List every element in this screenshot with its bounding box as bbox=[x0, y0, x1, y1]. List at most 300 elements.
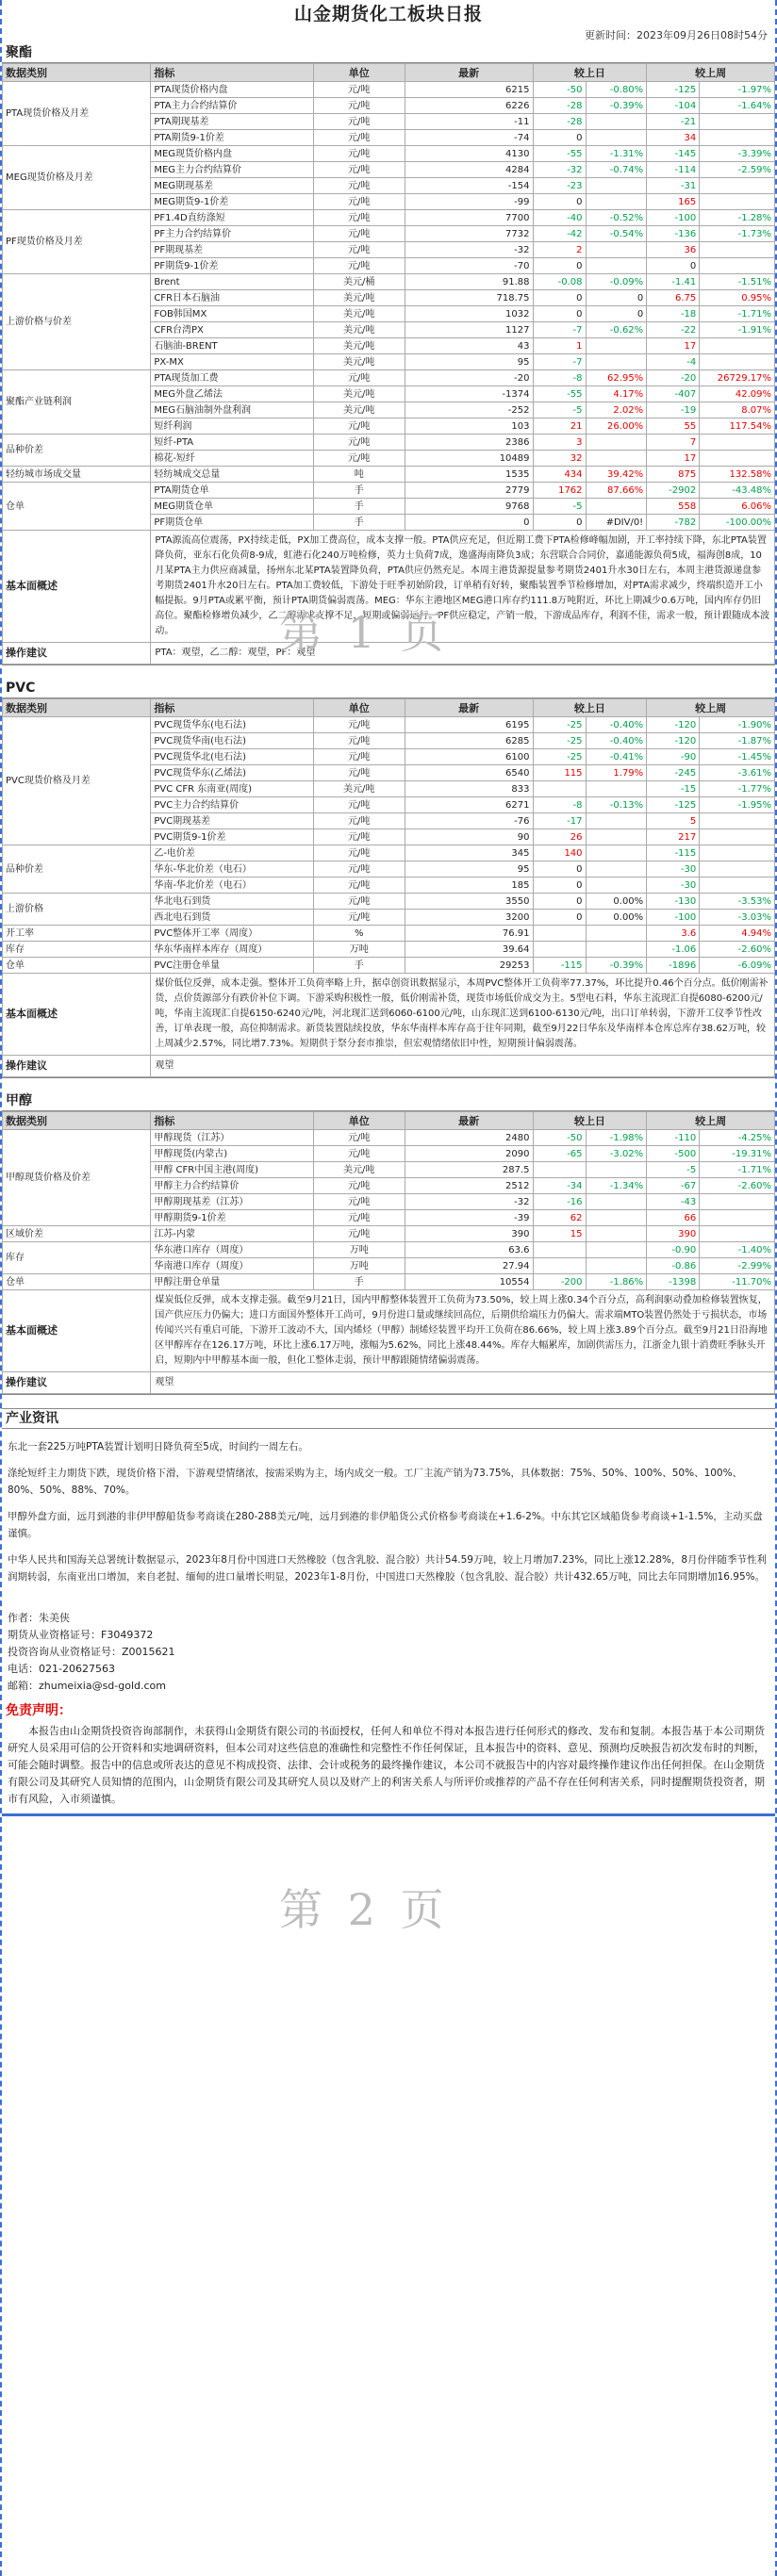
week-change-cell: -120 bbox=[647, 733, 700, 749]
category-cell: 仓单 bbox=[3, 958, 151, 974]
table-row bbox=[3, 370, 775, 386]
unit-cell: 美元/吨 bbox=[313, 402, 405, 418]
indicator-cell: 短纤利润 bbox=[151, 418, 313, 435]
update-time: 更新时间：2023年09月26日08时54分 bbox=[585, 29, 768, 41]
week-pct-cell: 117.54% bbox=[700, 418, 775, 435]
day-change-cell: 0 bbox=[533, 910, 586, 926]
day-change-cell bbox=[533, 1162, 586, 1178]
day-change-cell bbox=[533, 942, 586, 958]
latest-cell: 6285 bbox=[405, 733, 533, 749]
indicator-cell: 甲醇现货（江苏） bbox=[151, 1130, 313, 1146]
week-pct-cell: -43.48% bbox=[700, 483, 775, 499]
unit-cell: 元/吨 bbox=[313, 435, 405, 451]
author-line: 作者：朱美侠 bbox=[8, 1612, 70, 1624]
indicator-cell: MEG现货价格内盘 bbox=[151, 146, 313, 162]
day-pct-cell bbox=[586, 1226, 647, 1242]
day-change-cell: 140 bbox=[533, 845, 586, 861]
day-pct-cell: -0.41% bbox=[586, 749, 647, 765]
day-change-cell: -16 bbox=[533, 1194, 586, 1210]
week-pct-cell: -1.40% bbox=[700, 1242, 775, 1258]
week-pct-cell: -6.09% bbox=[700, 958, 775, 974]
indicator-cell: 轻纺城成交总量 bbox=[151, 467, 313, 483]
day-change-cell: 15 bbox=[533, 1226, 586, 1242]
unit-cell: 元/吨 bbox=[313, 749, 405, 765]
week-pct-cell bbox=[700, 1226, 775, 1242]
day-change-cell: 0 bbox=[533, 894, 586, 910]
latest-cell: 39.64 bbox=[405, 942, 533, 958]
day-change-cell: -50 bbox=[533, 1130, 586, 1146]
header-cell: 单位 bbox=[313, 699, 405, 717]
week-pct-cell: -1.97% bbox=[700, 82, 775, 98]
day-change-cell: -34 bbox=[533, 1178, 586, 1194]
indicator-cell: PTA期货仓单 bbox=[151, 483, 313, 499]
latest-cell: 287.5 bbox=[405, 1162, 533, 1178]
unit-cell: 美元/吨 bbox=[313, 322, 405, 338]
week-change-cell: -500 bbox=[647, 1146, 700, 1162]
day-pct-cell: -3.02% bbox=[586, 1146, 647, 1162]
week-pct-cell: 132.58% bbox=[700, 467, 775, 483]
day-pct-cell: -0.40% bbox=[586, 717, 647, 733]
latest-cell: -252 bbox=[405, 402, 533, 418]
unit-cell: % bbox=[313, 926, 405, 942]
indicator-cell: 甲醇主力合约结算价 bbox=[151, 1178, 313, 1194]
author-line: 期货从业资格证号：F3049372 bbox=[8, 1629, 154, 1641]
sections-container bbox=[2, 43, 775, 1395]
latest-cell: 29253 bbox=[405, 958, 533, 974]
indicator-cell: 甲醇期现基差（江苏） bbox=[151, 1194, 313, 1210]
week-change-cell: 7 bbox=[647, 435, 700, 451]
unit-cell: 元/吨 bbox=[313, 829, 405, 845]
day-pct-cell: -0.52% bbox=[586, 210, 647, 226]
category-cell: 仓单 bbox=[3, 1274, 151, 1290]
indicator-cell: PTA现货加工费 bbox=[151, 370, 313, 386]
week-change-cell: -15 bbox=[647, 781, 700, 797]
unit-cell: 元/吨 bbox=[313, 242, 405, 258]
latest-cell: 6100 bbox=[405, 749, 533, 765]
week-change-cell: -114 bbox=[647, 162, 700, 178]
week-pct-cell bbox=[700, 435, 775, 451]
header-row bbox=[3, 699, 775, 717]
indicator-cell: 棉花-短纤 bbox=[151, 451, 313, 467]
category-cell: 库存 bbox=[3, 942, 151, 958]
indicator-cell: PF1.4D直纺涤短 bbox=[151, 210, 313, 226]
latest-cell: 2779 bbox=[405, 483, 533, 499]
day-pct-cell bbox=[586, 178, 647, 194]
day-pct-cell: -1.31% bbox=[586, 146, 647, 162]
week-pct-cell: -3.03% bbox=[700, 910, 775, 926]
indicator-cell: PVC CFR 东南亚(周度) bbox=[151, 781, 313, 797]
day-change-cell: -42 bbox=[533, 226, 586, 242]
day-pct-cell: #DIV/0! bbox=[586, 515, 647, 531]
disclaimer-text: 本报告由山金期货投资咨询部制作，未获得山金期货有限公司的书面授权，任何人和单位不得对本报告进行任何形式的修改、发布和复制。本报告基于本公司期货研究人员采用可信的公开资料和实地调研资料，但本公司对这些信息的准确性和完整性不作任何保证，且本报告中的资料、意见、预测均反映报告初次发布时的判断，可能会随时调整。报告中的信息或所表达的意见不构成投资、法律、会计或税务的最终操作建议，本公司不就报告中的内容对最终操作建议作出任何担保。在山金期货有限公司及其研究人员知情的范围内，山金期货有限公司及其研究人员以及财产上的利害关系人与所评价或推荐的产品不存在任何利害关系，同时提醒期货投资者，期市有风险，入市须谨慎。 bbox=[8, 1725, 765, 1805]
unit-cell: 美元/吨 bbox=[313, 386, 405, 402]
week-change-cell: -4 bbox=[647, 354, 700, 370]
summary-text: PTA源流高位震荡，PX持续走低，PX加工费高位，成本支撑一般。PTA供应充足，但近期工费下PTA检修峰幅加剧，开工率持续下降，东北PTA装置降负荷，亚东石化负荷8-9成，虹港石化240万吨检修，英力士负荷7成，逸盛海南降负3成；东营联合合同价，嘉通能源负荷5成，福海创8成，10月某PTA主力供应商减量，扬州东北某PTA装置降负荷，PTA供应仍然充足。本周主港货源提量参考期货2401升水30日左右，本周主港货源递盘参考期货2401升水20日左右。PTA加工费较低，下游处于旺季初始阶段，订单稍有好转，聚酯装置季节检修增加，对PTA需求减少，终端织造开工小幅提振。9月PTA或累平衡，预计PTA期货偏弱震荡。MEG：华东主港地区MEG港口库存约111.8万吨附近，环比上期减少0.6万吨，国内库存仍旧高位。聚酯检修增负减少，乙二醇需求支撑不足，短期或偏弱运行。PF供应稳定，产销一般，下游成品库存，利润不佳，需求一般，预计跟随成本波动。 bbox=[151, 531, 775, 643]
week-change-cell: -104 bbox=[647, 98, 700, 114]
week-pct-cell bbox=[700, 451, 775, 467]
week-change-cell: -19 bbox=[647, 402, 700, 418]
week-change-cell: -0.86 bbox=[647, 1258, 700, 1274]
unit-cell: 手 bbox=[313, 483, 405, 499]
section-2 bbox=[2, 1091, 775, 1395]
indicator-cell: MEG主力合约结算价 bbox=[151, 162, 313, 178]
data-table bbox=[2, 63, 775, 665]
latest-cell: 103 bbox=[405, 418, 533, 435]
day-change-cell bbox=[533, 781, 586, 797]
latest-cell: -74 bbox=[405, 130, 533, 146]
unit-cell: 美元/吨 bbox=[313, 306, 405, 322]
week-change-cell: 0 bbox=[647, 258, 700, 274]
day-change-cell: -5 bbox=[533, 402, 586, 418]
day-change-cell: -7 bbox=[533, 322, 586, 338]
week-change-cell: 875 bbox=[647, 467, 700, 483]
author-line: 投资咨询从业资格证号：Z0015621 bbox=[8, 1646, 175, 1658]
table-row bbox=[3, 1130, 775, 1146]
week-change-cell: -43 bbox=[647, 1194, 700, 1210]
week-pct-cell: -2.59% bbox=[700, 162, 775, 178]
day-change-cell: -25 bbox=[533, 749, 586, 765]
table-row bbox=[3, 1242, 775, 1258]
day-pct-cell: -0.39% bbox=[586, 98, 647, 114]
latest-cell: 2386 bbox=[405, 435, 533, 451]
week-change-cell: 17 bbox=[647, 338, 700, 354]
week-pct-cell bbox=[700, 194, 775, 210]
latest-cell: 90 bbox=[405, 829, 533, 845]
table-row bbox=[3, 717, 775, 733]
unit-cell: 元/吨 bbox=[313, 98, 405, 114]
latest-cell: 3200 bbox=[405, 910, 533, 926]
latest-cell: 718.75 bbox=[405, 290, 533, 306]
week-pct-cell: 4.94% bbox=[700, 926, 775, 942]
day-pct-cell bbox=[586, 354, 647, 370]
news-paragraph: 中华人民共和国海关总署统计数据显示，2023年8月份中国进口天然橡胶（包含乳胶、混合胶）共计54.59万吨，较上月增加7.23%，同比上涨12.28%，8月份伴随季节性利润期转弱，东南亚出口增加，来自老挝、缅甸的进口量增长明显，2023年1-8月份，中国进口天然橡胶（包含乳胶、混合胶）共计432.65万吨，同比去年同期增加16.95%。 bbox=[8, 1554, 768, 1583]
day-pct-cell: -0.54% bbox=[586, 226, 647, 242]
week-change-cell: -245 bbox=[647, 765, 700, 781]
category-cell: 仓单 bbox=[3, 483, 151, 531]
day-pct-cell bbox=[586, 451, 647, 467]
week-change-cell: -100 bbox=[647, 910, 700, 926]
header-cell: 较上日 bbox=[533, 699, 647, 717]
data-table bbox=[2, 1111, 775, 1394]
week-pct-cell: 42.09% bbox=[700, 386, 775, 402]
unit-cell: 元/吨 bbox=[313, 813, 405, 829]
table-row bbox=[3, 1226, 775, 1242]
day-pct-cell bbox=[586, 130, 647, 146]
category-cell: 开工率 bbox=[3, 926, 151, 942]
day-pct-cell: 0 bbox=[586, 306, 647, 322]
week-change-cell: -110 bbox=[647, 1130, 700, 1146]
week-pct-cell: -3.53% bbox=[700, 894, 775, 910]
week-pct-cell: -3.61% bbox=[700, 765, 775, 781]
summary-label: 基本面概述 bbox=[3, 974, 151, 1056]
latest-cell: 95 bbox=[405, 354, 533, 370]
latest-cell: -39 bbox=[405, 1210, 533, 1226]
week-change-cell: -1896 bbox=[647, 958, 700, 974]
day-pct-cell bbox=[586, 1242, 647, 1258]
category-cell: 聚酯产业链利润 bbox=[3, 370, 151, 435]
week-change-cell: -90 bbox=[647, 749, 700, 765]
latest-cell: 91.88 bbox=[405, 274, 533, 290]
table-row bbox=[3, 845, 775, 861]
header-cell: 数据类别 bbox=[3, 699, 151, 717]
page-watermark-1: 第 1 页 bbox=[279, 607, 450, 658]
week-change-cell: -5 bbox=[647, 1162, 700, 1178]
indicator-cell: 江苏-内蒙 bbox=[151, 1226, 313, 1242]
unit-cell: 美元/桶 bbox=[313, 274, 405, 290]
week-change-cell: 5 bbox=[647, 813, 700, 829]
week-change-cell: 66 bbox=[647, 1210, 700, 1226]
indicator-cell: MEG石脑油制外盘利润 bbox=[151, 402, 313, 418]
week-change-cell: -0.90 bbox=[647, 1242, 700, 1258]
unit-cell: 元/吨 bbox=[313, 717, 405, 733]
latest-cell: 63.6 bbox=[405, 1242, 533, 1258]
category-cell: 上游价格 bbox=[3, 894, 151, 926]
indicator-cell: PVC现货华北(电石法) bbox=[151, 749, 313, 765]
day-change-cell: 115 bbox=[533, 765, 586, 781]
unit-cell: 元/吨 bbox=[313, 733, 405, 749]
day-pct-cell: -0.62% bbox=[586, 322, 647, 338]
table-row bbox=[3, 926, 775, 942]
advice-row bbox=[3, 643, 775, 665]
bottom-bar bbox=[2, 1813, 775, 1816]
latest-cell: 1535 bbox=[405, 467, 533, 483]
week-pct-cell bbox=[700, 354, 775, 370]
latest-cell: 4284 bbox=[405, 162, 533, 178]
week-change-cell: -30 bbox=[647, 861, 700, 878]
week-change-cell: 558 bbox=[647, 499, 700, 515]
summary-row bbox=[3, 1290, 775, 1372]
unit-cell: 手 bbox=[313, 1274, 405, 1290]
indicator-cell: 华东港口库存（周度） bbox=[151, 1242, 313, 1258]
table-row bbox=[3, 942, 775, 958]
week-pct-cell: -1.91% bbox=[700, 322, 775, 338]
week-pct-cell: 6.06% bbox=[700, 499, 775, 515]
latest-cell: 27.94 bbox=[405, 1258, 533, 1274]
latest-cell: 2480 bbox=[405, 1130, 533, 1146]
week-pct-cell: -1.95% bbox=[700, 797, 775, 813]
day-change-cell: -32 bbox=[533, 162, 586, 178]
indicator-cell: 乙-电价差 bbox=[151, 845, 313, 861]
week-change-cell: 6.75 bbox=[647, 290, 700, 306]
author-block bbox=[2, 1610, 775, 1695]
day-pct-cell bbox=[586, 338, 647, 354]
category-cell: 品种价差 bbox=[3, 435, 151, 467]
category-cell: 轻纺城市场成交量 bbox=[3, 467, 151, 483]
unit-cell: 元/吨 bbox=[313, 162, 405, 178]
day-pct-cell: -1.34% bbox=[586, 1178, 647, 1194]
week-pct-cell: -1.73% bbox=[700, 226, 775, 242]
indicator-cell: 华北电石到货 bbox=[151, 894, 313, 910]
indicator-cell: CFR日本石脑油 bbox=[151, 290, 313, 306]
unit-cell: 元/吨 bbox=[313, 418, 405, 435]
week-change-cell: -1.41 bbox=[647, 274, 700, 290]
unit-cell: 万吨 bbox=[313, 942, 405, 958]
week-pct-cell bbox=[700, 829, 775, 845]
day-change-cell: 434 bbox=[533, 467, 586, 483]
indicator-cell: PTA期现基差 bbox=[151, 114, 313, 130]
table-row bbox=[3, 146, 775, 162]
unit-cell: 元/吨 bbox=[313, 451, 405, 467]
latest-cell: 6540 bbox=[405, 765, 533, 781]
day-change-cell: -5 bbox=[533, 499, 586, 515]
indicator-cell: PX-MX bbox=[151, 354, 313, 370]
indicator-cell: MEG期货9-1价差 bbox=[151, 194, 313, 210]
indicator-cell: MEG期货仓单 bbox=[151, 499, 313, 515]
day-pct-cell: 0.00% bbox=[586, 910, 647, 926]
unit-cell: 元/吨 bbox=[313, 910, 405, 926]
day-pct-cell bbox=[586, 878, 647, 894]
latest-cell: 10489 bbox=[405, 451, 533, 467]
advice-label: 操作建议 bbox=[3, 1372, 151, 1394]
latest-cell: 1032 bbox=[405, 306, 533, 322]
category-cell: 库存 bbox=[3, 1242, 151, 1274]
header-row bbox=[3, 64, 775, 82]
indicator-cell: PF期现基差 bbox=[151, 242, 313, 258]
day-change-cell: -65 bbox=[533, 1146, 586, 1162]
week-change-cell: -130 bbox=[647, 894, 700, 910]
indicator-cell: CFR台湾PX bbox=[151, 322, 313, 338]
unit-cell: 元/吨 bbox=[313, 82, 405, 98]
day-pct-cell bbox=[586, 942, 647, 958]
unit-cell: 万吨 bbox=[313, 1242, 405, 1258]
latest-cell: 6271 bbox=[405, 797, 533, 813]
latest-cell: -20 bbox=[405, 370, 533, 386]
day-change-cell: 0 bbox=[533, 290, 586, 306]
day-change-cell: -28 bbox=[533, 114, 586, 130]
advice-label: 操作建议 bbox=[3, 643, 151, 665]
latest-cell: 2512 bbox=[405, 1178, 533, 1194]
industry-news bbox=[2, 1408, 775, 1585]
page-watermark-2: 第 2 页 bbox=[279, 1884, 450, 1935]
latest-cell: 7700 bbox=[405, 210, 533, 226]
unit-cell: 元/吨 bbox=[313, 1210, 405, 1226]
day-pct-cell bbox=[586, 242, 647, 258]
summary-label: 基本面概述 bbox=[3, 531, 151, 643]
week-change-cell: -21 bbox=[647, 114, 700, 130]
day-change-cell: -23 bbox=[533, 178, 586, 194]
latest-cell: 185 bbox=[405, 878, 533, 894]
unit-cell: 元/吨 bbox=[313, 210, 405, 226]
summary-text: 煤炭低位反弹，成本支撑走强。截至9月21日，国内甲醇整体装置开工负荷为73.50%，较上周上涨0.34个百分点，高利润驱动叠加检修装置恢复，国产供应压力仍偏大；进口方面国外整体开工尚可，9月份进口量或继续回高位，后期供给端压力仍偏大。需求端MTO装置仍然处于亏损状态，市场传闻兴兴有重启可能，下游开工波动不大，国内烯烃（甲醇）制烯烃装置平均开工负荷在86.66%，较上周上涨3.89个百分点。截至9月21日沿海地区甲醇库存在126.17万吨，环比上涨6.17万吨，涨幅为5.62%，同比上涨48.44%。库存大幅累库，加剧供需压力，江浙金九银十消费旺季脉头开启，短期内中甲醇基本面一般，但化工整体走弱，预计甲醇跟随情绪偏弱震荡。 bbox=[151, 1290, 775, 1372]
day-change-cell: 0 bbox=[533, 306, 586, 322]
category-cell: PF现货价格及月差 bbox=[3, 210, 151, 274]
unit-cell: 元/吨 bbox=[313, 226, 405, 242]
indicator-cell: 甲醇 CFR中国主港(周度) bbox=[151, 1162, 313, 1178]
unit-cell: 元/吨 bbox=[313, 1178, 405, 1194]
week-change-cell: -67 bbox=[647, 1178, 700, 1194]
day-change-cell: 0 bbox=[533, 515, 586, 531]
unit-cell: 万吨 bbox=[313, 1258, 405, 1274]
week-pct-cell bbox=[700, 1194, 775, 1210]
unit-cell: 美元/吨 bbox=[313, 338, 405, 354]
day-pct-cell: -0.74% bbox=[586, 162, 647, 178]
category-cell: PTA现货价格及月差 bbox=[3, 82, 151, 146]
header-cell: 较上周 bbox=[647, 699, 775, 717]
latest-cell: 76.91 bbox=[405, 926, 533, 942]
week-change-cell: 165 bbox=[647, 194, 700, 210]
table-row bbox=[3, 210, 775, 226]
unit-cell: 元/吨 bbox=[313, 765, 405, 781]
week-change-cell: -100 bbox=[647, 210, 700, 226]
week-pct-cell: -1.28% bbox=[700, 210, 775, 226]
week-pct-cell: -1.51% bbox=[700, 274, 775, 290]
unit-cell: 美元/吨 bbox=[313, 290, 405, 306]
week-pct-cell: -1.45% bbox=[700, 749, 775, 765]
indicator-cell: PF期货9-1价差 bbox=[151, 258, 313, 274]
day-pct-cell bbox=[586, 861, 647, 878]
indicator-cell: 甲醇现货(内蒙古) bbox=[151, 1146, 313, 1162]
header-cell: 较上周 bbox=[647, 64, 775, 82]
industry-title: 产业资讯 bbox=[2, 1408, 775, 1429]
week-change-cell: -125 bbox=[647, 82, 700, 98]
week-pct-cell bbox=[700, 1210, 775, 1226]
header-cell: 单位 bbox=[313, 64, 405, 82]
unit-cell: 元/吨 bbox=[313, 1226, 405, 1242]
disclaimer-title: 免责声明： bbox=[6, 1703, 72, 1718]
week-change-cell: -18 bbox=[647, 306, 700, 322]
day-pct-cell: 4.17% bbox=[586, 386, 647, 402]
day-pct-cell bbox=[586, 926, 647, 942]
header-cell: 指标 bbox=[151, 64, 313, 82]
advice-row bbox=[3, 1372, 775, 1394]
day-pct-cell: 2.02% bbox=[586, 402, 647, 418]
day-change-cell: -17 bbox=[533, 813, 586, 829]
category-cell: 区域价差 bbox=[3, 1226, 151, 1242]
week-pct-cell: 0.95% bbox=[700, 290, 775, 306]
unit-cell: 手 bbox=[313, 515, 405, 531]
day-pct-cell: 0 bbox=[586, 290, 647, 306]
day-pct-cell: -0.39% bbox=[586, 958, 647, 974]
unit-cell: 元/吨 bbox=[313, 370, 405, 386]
week-pct-cell: 26729.17% bbox=[700, 370, 775, 386]
day-change-cell: -28 bbox=[533, 98, 586, 114]
header-cell: 最新 bbox=[405, 1112, 533, 1130]
section-1 bbox=[2, 679, 775, 1078]
latest-cell: 6215 bbox=[405, 82, 533, 98]
unit-cell: 元/吨 bbox=[313, 1194, 405, 1210]
latest-cell: 390 bbox=[405, 1226, 533, 1242]
table-row bbox=[3, 435, 775, 451]
latest-cell: 95 bbox=[405, 861, 533, 878]
day-pct-cell bbox=[586, 829, 647, 845]
day-change-cell: -7 bbox=[533, 354, 586, 370]
week-change-cell: -20 bbox=[647, 370, 700, 386]
category-cell: 品种价差 bbox=[3, 845, 151, 894]
week-change-cell: 17 bbox=[647, 451, 700, 467]
week-pct-cell: -2.60% bbox=[700, 942, 775, 958]
week-change-cell: -125 bbox=[647, 797, 700, 813]
day-change-cell: -40 bbox=[533, 210, 586, 226]
header-cell: 单位 bbox=[313, 1112, 405, 1130]
data-table bbox=[2, 698, 775, 1077]
table-row bbox=[3, 894, 775, 910]
day-pct-cell bbox=[586, 1162, 647, 1178]
day-change-cell: 62 bbox=[533, 1210, 586, 1226]
week-change-cell: 34 bbox=[647, 130, 700, 146]
day-pct-cell: -1.98% bbox=[586, 1130, 647, 1146]
day-change-cell: -25 bbox=[533, 717, 586, 733]
indicator-cell: 华东华南样本库存（周度） bbox=[151, 942, 313, 958]
section-title: 聚酯 bbox=[2, 43, 775, 63]
news-paragraph: 甲醇外盘方面，远月到港的非伊甲醇船货参考商谈在280-288美元/吨，远月到港的非伊船货公式价格参考商谈在+1.6-2%。中东其它区域船货参考商谈+1-1.5%，主动买盘谨慎。 bbox=[8, 1511, 763, 1539]
day-change-cell: -8 bbox=[533, 797, 586, 813]
day-pct-cell bbox=[586, 499, 647, 515]
header-cell: 数据类别 bbox=[3, 64, 151, 82]
indicator-cell: Brent bbox=[151, 274, 313, 290]
day-change-cell: -50 bbox=[533, 82, 586, 98]
week-pct-cell bbox=[700, 338, 775, 354]
week-change-cell: -145 bbox=[647, 146, 700, 162]
